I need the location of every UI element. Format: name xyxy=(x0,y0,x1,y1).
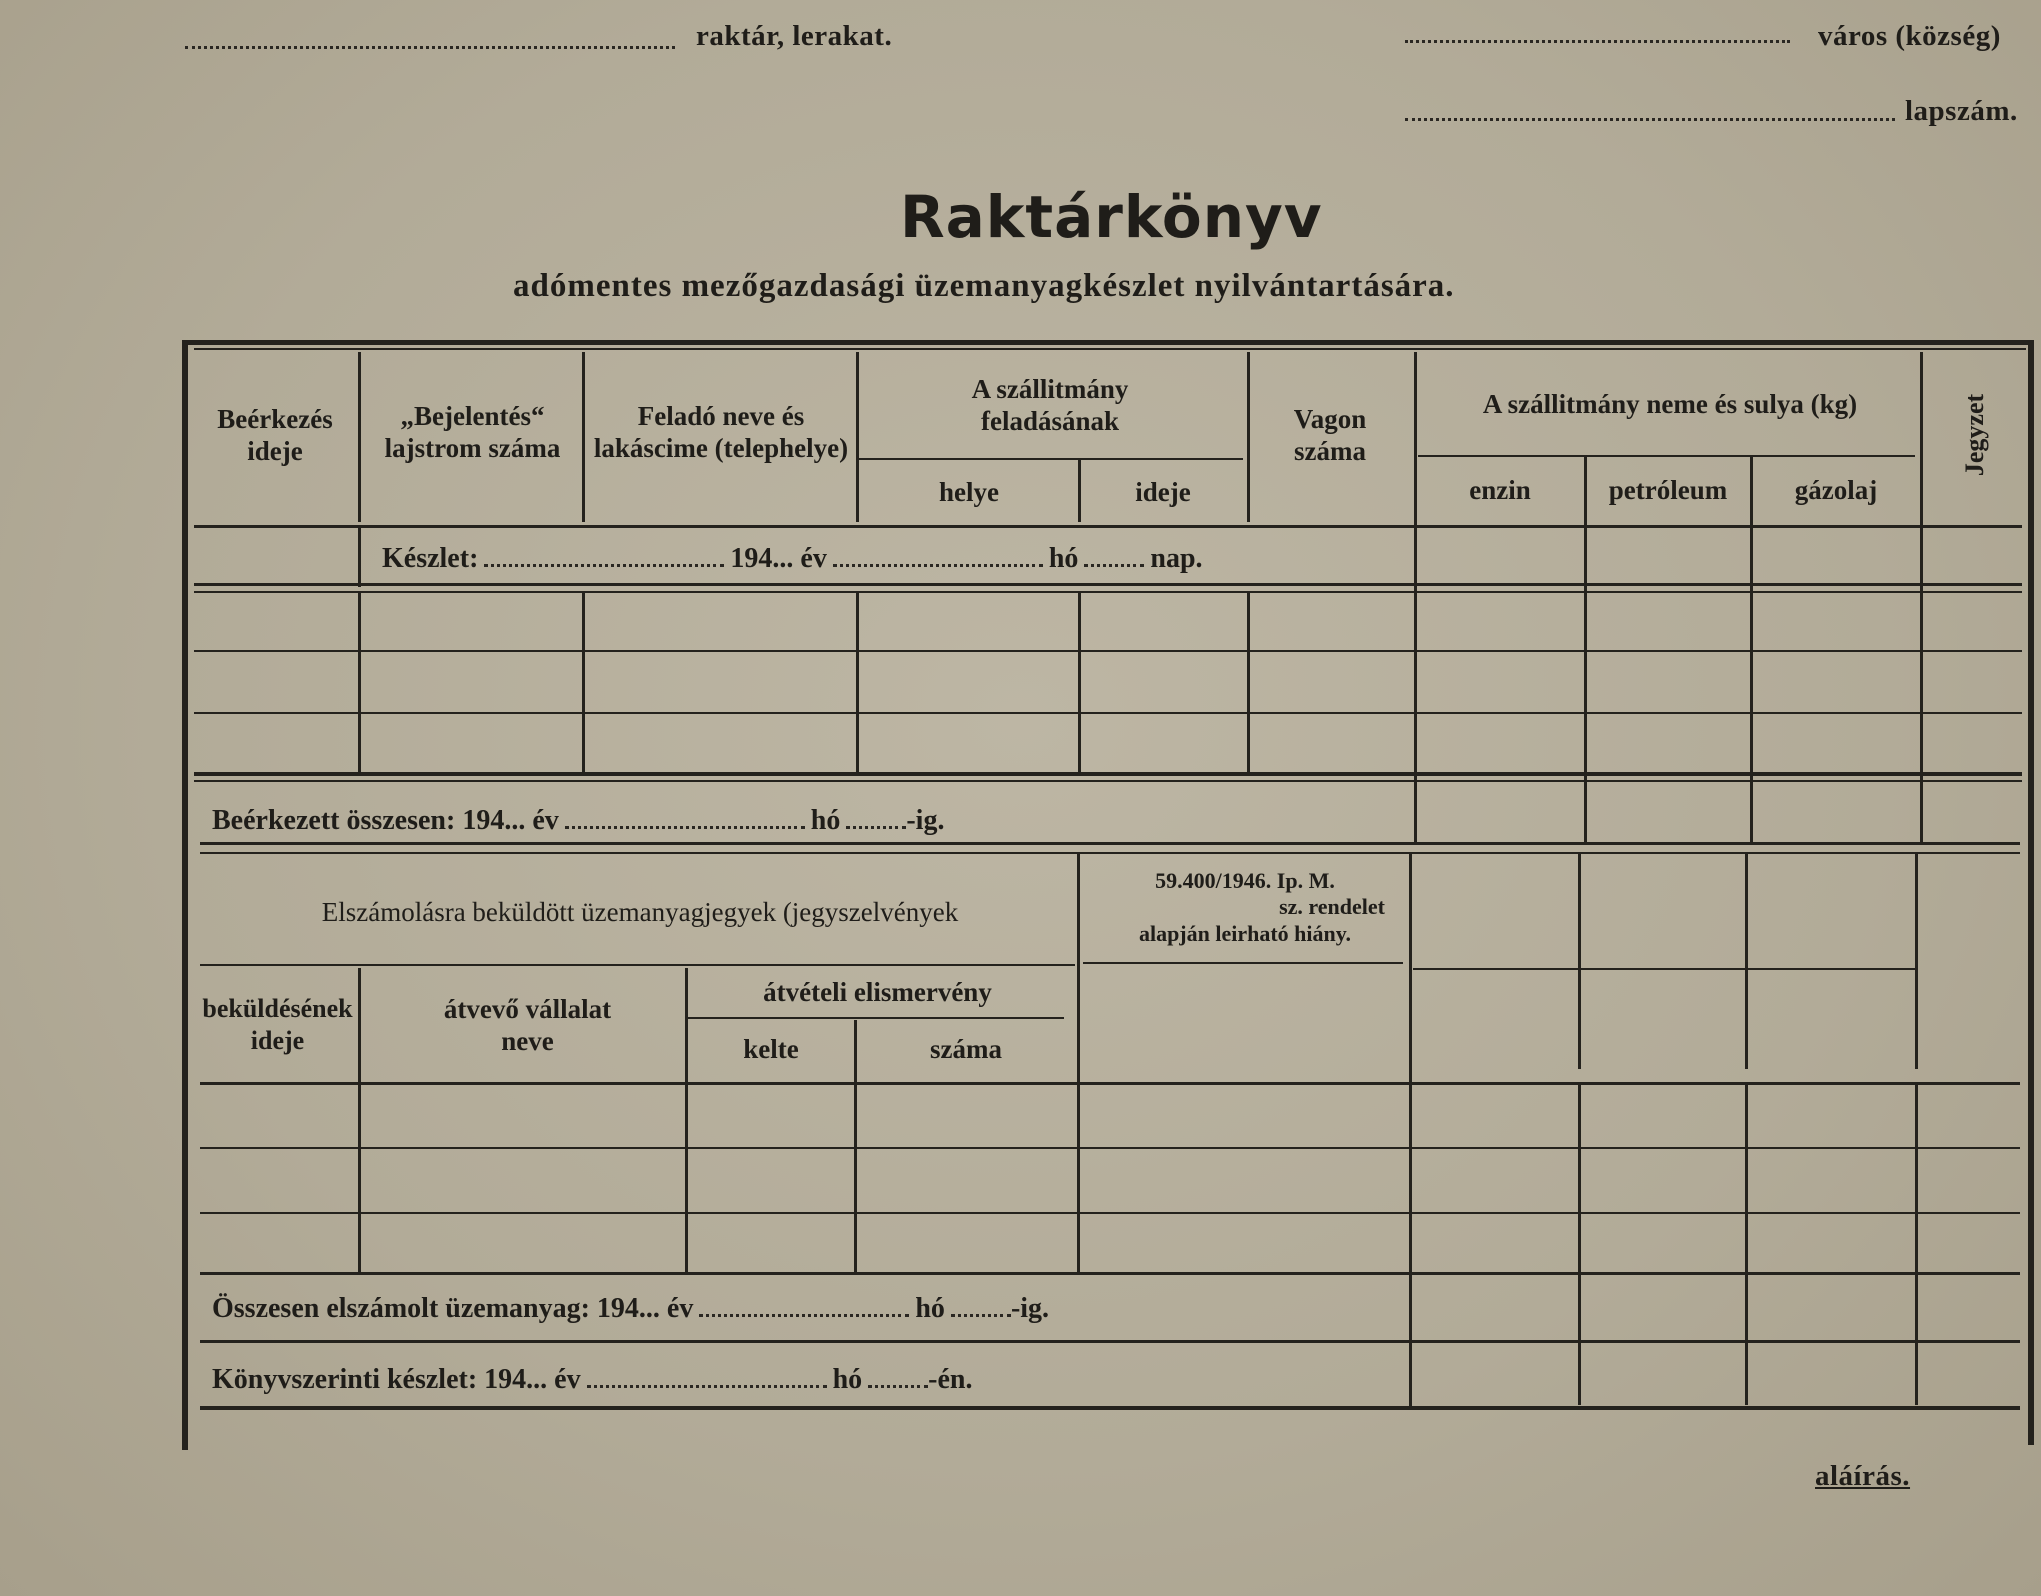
col-vagon-szama: Vagon száma xyxy=(1293,403,1367,466)
page-subtitle: adómentes mezőgazdasági üzemanyagkészlet nyilvántartására. xyxy=(513,268,1455,304)
col-bejelentes-szama: „Bejelentés“ lajstrom száma xyxy=(384,400,561,463)
raktar-label: raktár, lerakat. xyxy=(696,20,893,52)
col-petroleum: petróleum xyxy=(1608,474,1728,505)
osszesen-row xyxy=(212,1293,1049,1325)
col-atvevo-vallalat: átvevő vállalat neve xyxy=(443,993,612,1056)
osszesen-label: Összesen elszámolt üzemanyag: 194... év xyxy=(212,1293,694,1324)
keszlet-ev: 194... év xyxy=(730,543,827,574)
col-bekuldes-ideje: beküldésének ideje xyxy=(202,994,353,1055)
raktar-fill-line xyxy=(185,46,675,49)
elszamolas-heading: Elszámolásra beküldött üzemanyagjegyek (jegyszelvények xyxy=(321,896,959,927)
lapszam-fill-line xyxy=(1405,118,1895,121)
col-kelte: kelte xyxy=(743,1034,799,1065)
lapszam-label: lapszám. xyxy=(1905,95,2018,127)
keszlet-ho-fill xyxy=(833,564,1043,567)
rendelet-line-2: sz. rendelet xyxy=(1279,894,1385,920)
beerkezett-row xyxy=(212,805,944,837)
konyv-en-fill xyxy=(868,1385,928,1388)
konyv-label: Könyvszerinti készlet: 194... év xyxy=(212,1364,581,1395)
rendelet-line-1: 59.400/1946. Ip. M. xyxy=(1155,867,1335,893)
konyv-row xyxy=(212,1364,973,1396)
keszlet-ho: hó xyxy=(1048,543,1079,574)
beerkezett-ig-fill xyxy=(846,826,906,829)
col-szallitmany-feladas: A szállitmány feladásának xyxy=(971,373,1129,436)
varos-fill-line xyxy=(1405,40,1790,43)
osszesen-ig-fill xyxy=(951,1314,1011,1317)
varos-label: város (község) xyxy=(1818,20,2001,52)
col-benzin: enzin xyxy=(1469,474,1531,505)
osszesen-ho: hó xyxy=(915,1293,945,1324)
signature-label: aláírás. xyxy=(1815,1460,1911,1492)
osszesen-fill xyxy=(699,1314,909,1317)
col-szallitmany-neme: A szállitmány neme és sulya (kg) xyxy=(1482,389,1858,420)
rendelet-note xyxy=(1085,865,1405,950)
beerkezett-fill xyxy=(565,826,805,829)
osszesen-ig: -ig. xyxy=(1010,1293,1050,1324)
keszlet-label: Készlet: xyxy=(382,543,479,574)
konyv-fill xyxy=(587,1385,827,1388)
beerkezett-ho: hó xyxy=(810,805,841,836)
keszlet-nap: nap. xyxy=(1150,543,1203,574)
col-felado: Feladó neve és lakáscime (telephelye) xyxy=(593,400,849,463)
konyv-ho: hó xyxy=(832,1364,863,1395)
keszlet-row xyxy=(382,543,1203,575)
keszlet-fill xyxy=(484,564,724,567)
beerkezett-ig: -ig. xyxy=(906,805,945,836)
col-ideje: ideje xyxy=(1135,477,1191,508)
beerkezett-label: Beérkezett összesen: 194... év xyxy=(212,805,559,836)
rendelet-line-3: alapján leirható hiány. xyxy=(1138,920,1352,946)
col-szama: száma xyxy=(930,1034,1002,1065)
page-title: Raktárkönyv xyxy=(900,183,1323,251)
col-atveteli-elismerveny: átvételi elismervény xyxy=(763,977,992,1008)
col-jegyzet: Jegyzet xyxy=(1960,393,1989,477)
keszlet-nap-fill xyxy=(1084,564,1144,567)
col-helye: helye xyxy=(939,477,999,508)
col-gazolaj: gázolaj xyxy=(1794,474,1878,505)
col-beerkezes-ideje: Beérkezés ideje xyxy=(217,403,333,466)
konyv-en: -én. xyxy=(928,1364,973,1395)
